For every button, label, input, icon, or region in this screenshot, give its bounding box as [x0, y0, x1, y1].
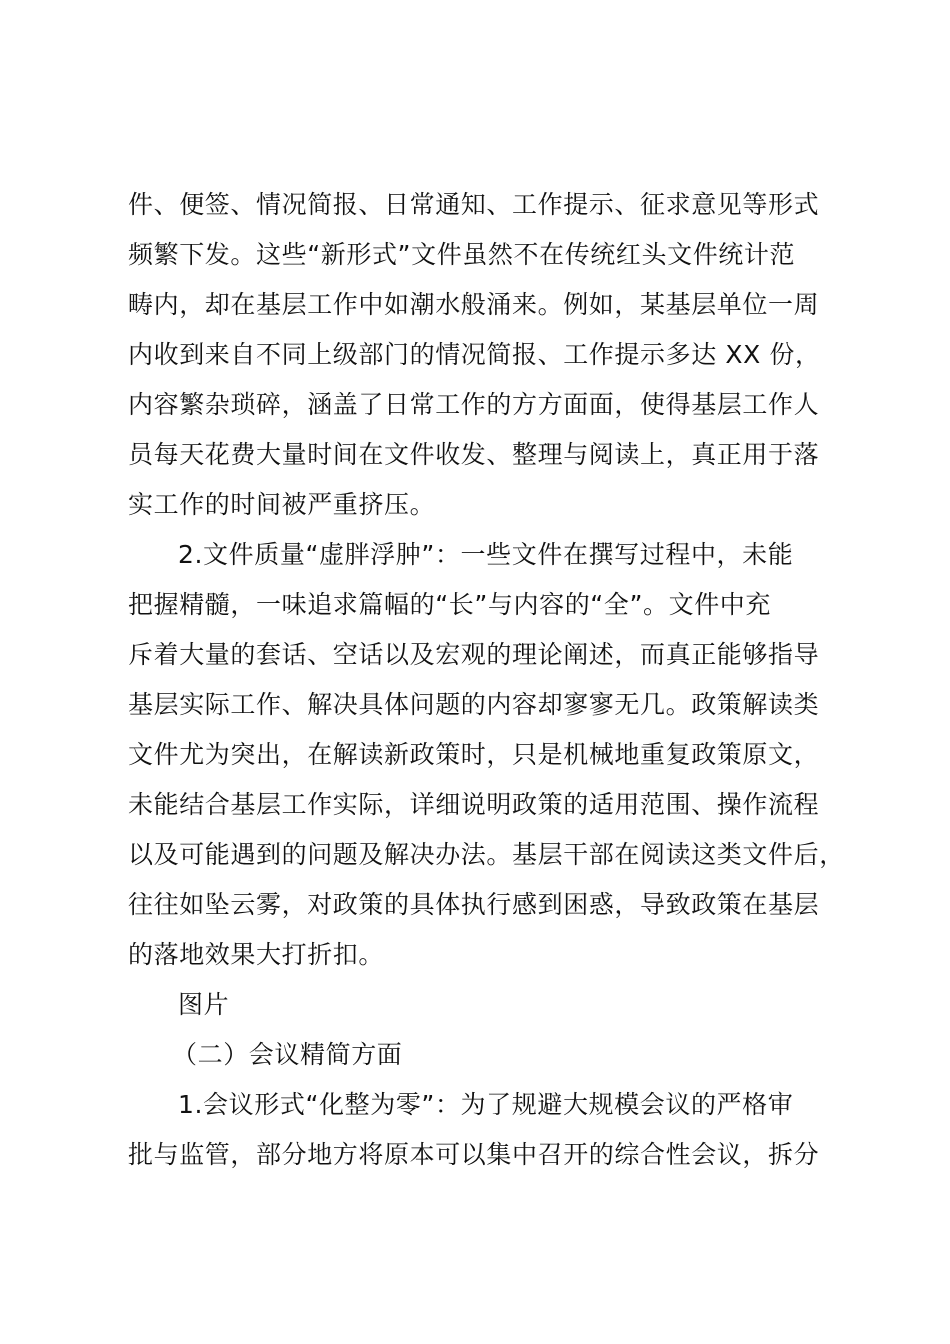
paragraph-1-line-7: 实工作的时间被严重挤压。: [128, 490, 436, 519]
paragraph-2-line-2: 把握精髓，一味追求篇幅的“长”与内容的“全”。文件中充: [128, 590, 772, 619]
paragraph-2-line-3: 斥着大量的套话、空话以及宏观的理论阐述，而真正能够指导: [128, 640, 820, 669]
paragraph-3-line-1: 1.会议形式“化整为零”：为了规避大规模会议的严格审: [178, 1090, 794, 1119]
paragraph-2-line-8: 往往如坠云雾，对政策的具体执行感到困惑，导致政策在基层: [128, 890, 820, 919]
paragraph-1-line-3: 畴内，却在基层工作中如潮水般涌来。例如，某基层单位一周: [128, 290, 820, 319]
image-placeholder-label: 图片: [178, 990, 230, 1019]
paragraph-1-line-6: 员每天花费大量时间在文件收发、整理与阅读上，真正用于落: [128, 440, 820, 469]
paragraph-2-line-9: 的落地效果大打折扣。: [128, 940, 385, 969]
section-heading: （二）会议精简方面: [172, 1040, 403, 1069]
paragraph-2-line-1: 2.文件质量“虚胖浮肿”：一些文件在撰写过程中，未能: [178, 540, 794, 569]
paragraph-2-line-4: 基层实际工作、解决具体问题的内容却寥寥无几。政策解读类: [128, 690, 820, 719]
paragraph-3-line-2: 批与监管，部分地方将原本可以集中召开的综合性会议，拆分: [128, 1140, 820, 1169]
paragraph-1-line-4: 内收到来自不同上级部门的情况简报、工作提示多达 XX 份，: [128, 340, 821, 369]
paragraph-1-line-5: 内容繁杂琐碎，涵盖了日常工作的方方面面，使得基层工作人: [128, 390, 820, 419]
paragraph-1-line-2: 频繁下发。这些“新形式”文件虽然不在传统红头文件统计范: [128, 240, 796, 269]
paragraph-2-line-7: 以及可能遇到的问题及解决办法。基层干部在阅读这类文件后，: [128, 840, 845, 869]
paragraph-2-line-6: 未能结合基层工作实际，详细说明政策的适用范围、操作流程: [128, 790, 820, 819]
paragraph-1-line-1: 件、便签、情况简报、日常通知、工作提示、征求意见等形式: [128, 190, 820, 219]
paragraph-2-line-5: 文件尤为突出，在解读新政策时，只是机械地重复政策原文，: [128, 740, 820, 769]
